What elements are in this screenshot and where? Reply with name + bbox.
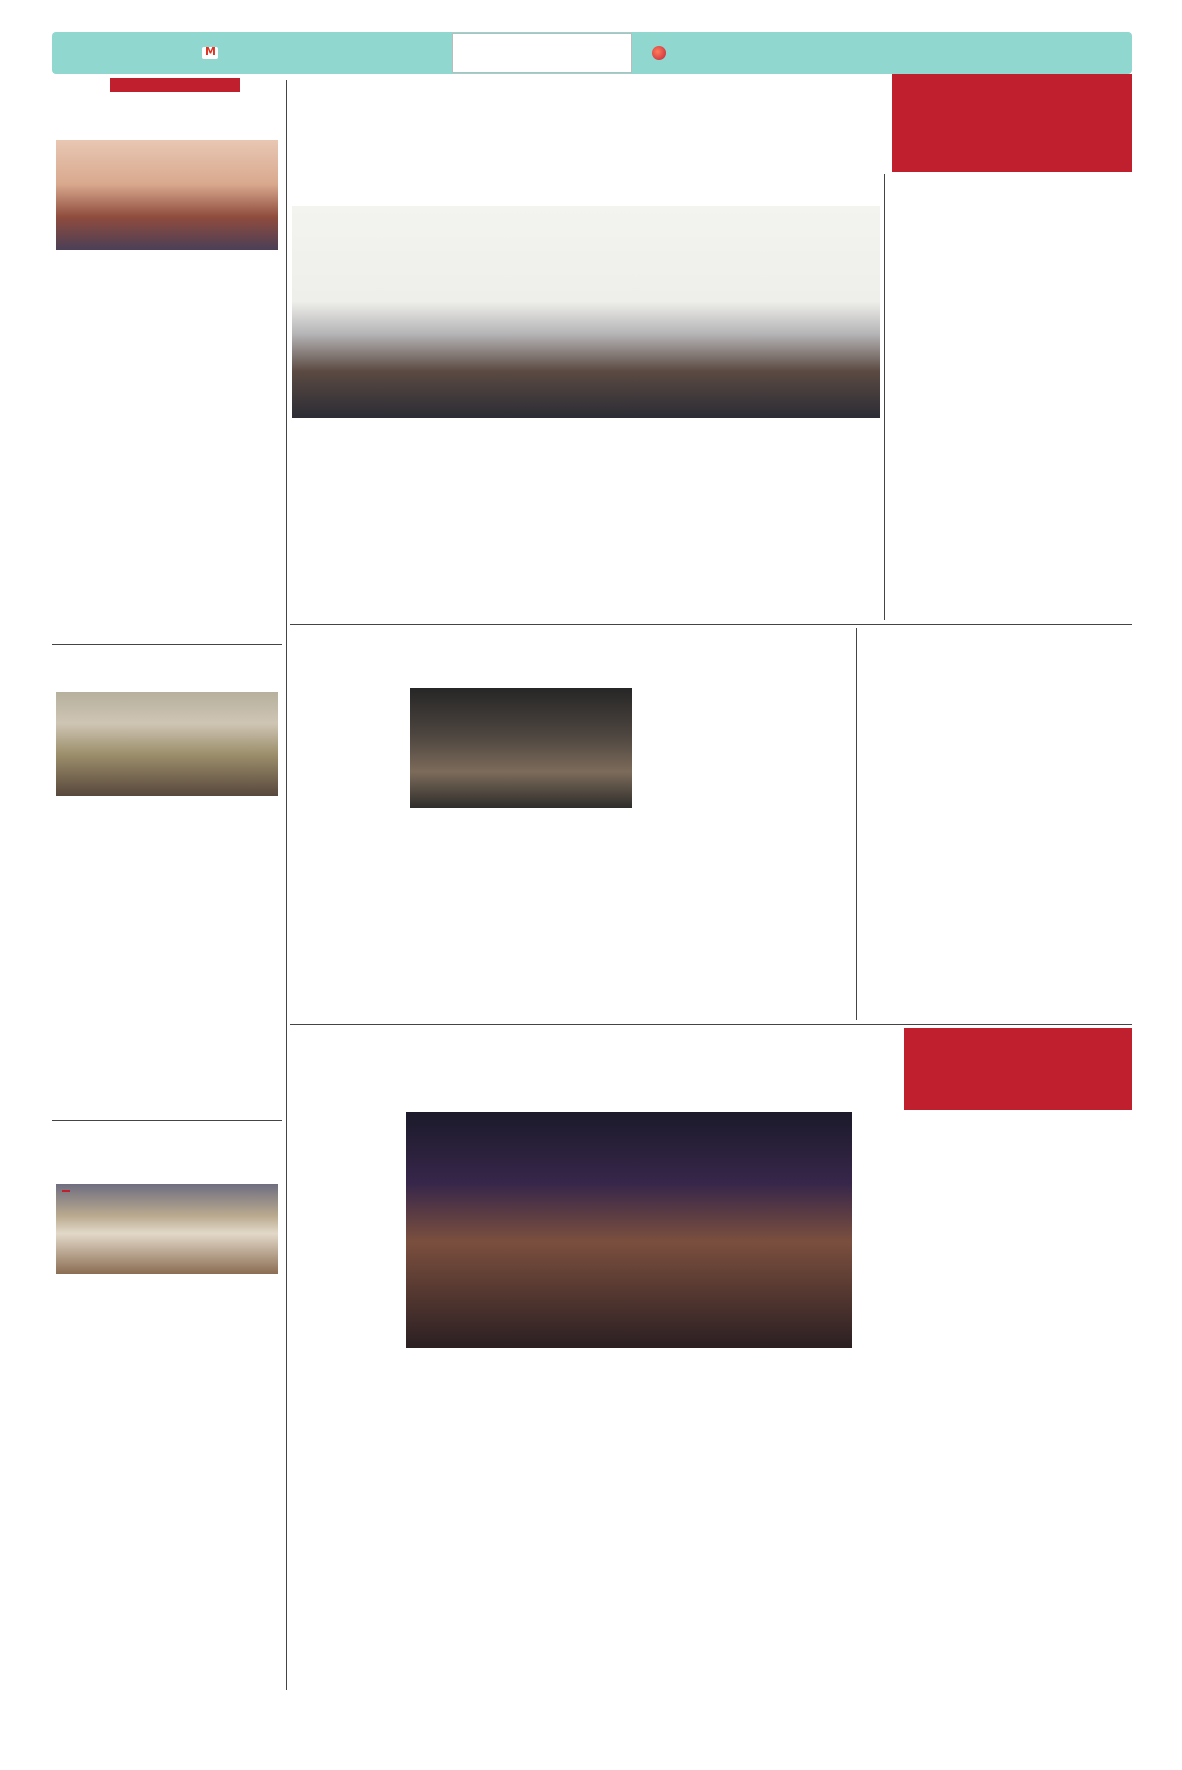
bazar-col-2 [398,424,494,620]
divider [290,1024,1132,1025]
masthead-logo [452,33,632,73]
bazar-col-5 [704,438,800,620]
divider [52,644,282,645]
bharat-col-1 [296,1126,400,1688]
page-header [52,32,1132,74]
bazar-col-4 [602,424,698,606]
bazar-side-banner [892,74,1132,172]
bharat-col-4b [634,1556,738,1688]
bharat-side-banner [904,1028,1132,1110]
court-col-1 [864,702,992,1020]
epaper-info [632,46,852,60]
bazar-side-rule [884,174,885,620]
left-column-rule [286,80,287,1690]
pickle-court-rule [856,628,857,1020]
bazar-col-3 [500,424,596,620]
divider [52,1120,282,1121]
pickle-col-4 [638,688,748,1020]
ngo-body [52,266,282,642]
court-col-2 [998,688,1132,1020]
gmail-icon [202,47,218,59]
pickle-col-2 [410,812,518,1020]
pickle-col-3 [524,812,632,1020]
divider [290,624,1132,625]
pickle-photo [410,688,632,808]
left-tag [110,78,240,92]
globe-icon [652,46,666,60]
bazar-photo [292,206,880,418]
anna-photo [56,692,278,796]
pickle-col-1 [296,810,404,1020]
bazar-col-1 [296,436,392,620]
maroti-body [52,1290,282,1688]
mail-info [192,47,452,59]
bharat-col-3 [520,1352,624,1688]
bazar-col-6 [886,174,1132,620]
bharat-photo [406,1112,852,1348]
ngo-photo [56,140,278,250]
anna-body [52,812,282,1118]
maroti-banner-text [62,1190,70,1192]
bharat-col-2 [406,1352,510,1688]
maroti-photo [56,1184,278,1274]
bharat-col-4 [634,1352,738,1524]
